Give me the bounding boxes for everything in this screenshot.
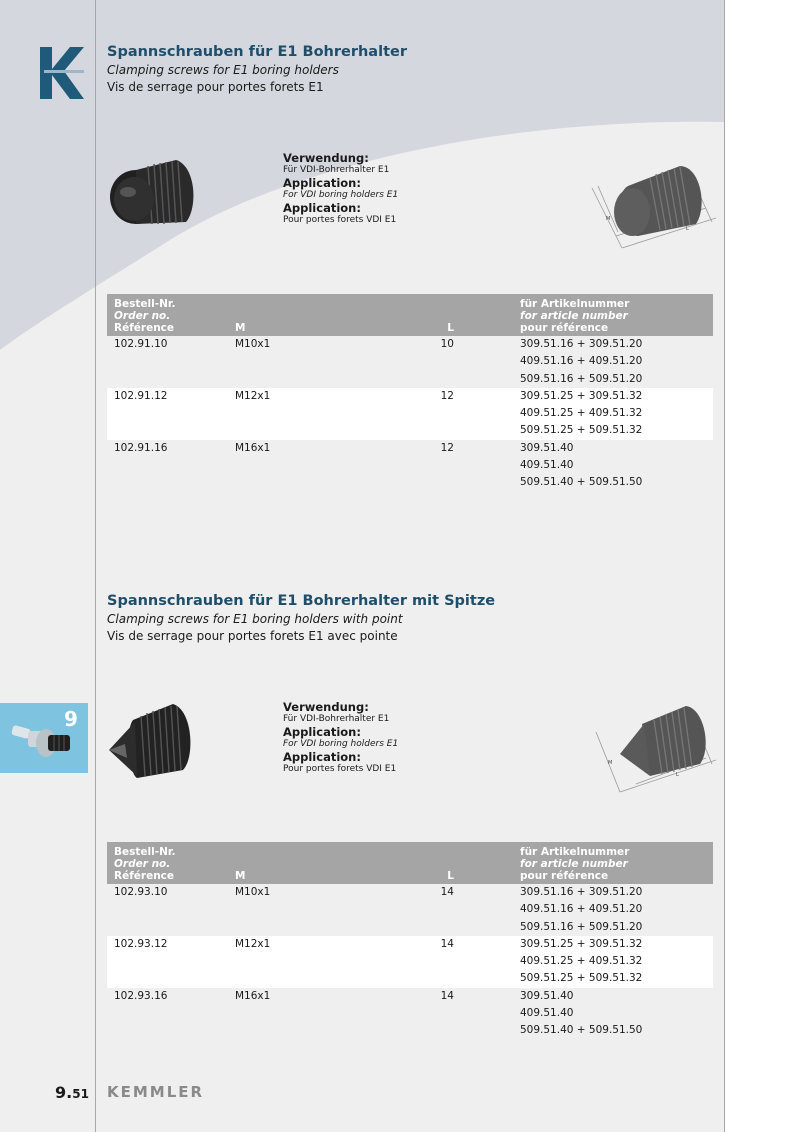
- usage-fr-heading: Application:: [283, 201, 361, 215]
- table-row: [107, 988, 713, 1005]
- section1-subtitle-fr: Vis de serrage pour portes forets E1: [107, 80, 324, 94]
- usage-en-text: For VDI boring holders E1: [283, 190, 399, 200]
- article-numbers: 509.51.16 + 509.51.20: [460, 371, 713, 388]
- usage-fr-heading: Application:: [283, 750, 361, 764]
- header-l: L: [401, 294, 460, 336]
- length: 14: [401, 988, 460, 1005]
- thread-size: M10x1: [228, 336, 401, 353]
- dimension-m-label: M: [608, 760, 613, 766]
- table-row: [107, 336, 713, 353]
- table-row: [107, 388, 713, 405]
- section1-usage: [283, 151, 398, 226]
- usage-de-heading: Verwendung:: [283, 151, 369, 165]
- table-row: [107, 919, 713, 936]
- usage-de-text: Für VDI-Bohrerhalter E1: [283, 165, 390, 175]
- header-order: Bestell-Nr. Order no. Référence: [107, 842, 228, 884]
- table-header-row: [107, 294, 713, 336]
- table-row: [107, 405, 713, 422]
- order-number: 102.93.12: [107, 936, 228, 953]
- section1-title: Spannschrauben für E1 Bohrerhalter: [107, 44, 407, 60]
- order-number: 102.93.10: [107, 884, 228, 901]
- pointed-set-screw-photo: [107, 700, 193, 784]
- article-numbers: 409.51.16 + 409.51.20: [460, 901, 713, 918]
- header-article: für Artikelnummer for article number pour référence: [460, 294, 713, 336]
- thread-size: M16x1: [228, 988, 401, 1005]
- article-numbers: 309.51.16 + 309.51.20: [460, 884, 713, 901]
- section2-title: Spannschrauben für E1 Bohrerhalter mit Spitze: [107, 593, 496, 609]
- usage-en-text: For VDI boring holders E1: [283, 739, 399, 749]
- article-numbers: 409.51.25 + 409.51.32: [460, 953, 713, 970]
- article-numbers: 309.51.16 + 309.51.20: [460, 336, 713, 353]
- header-l: L: [401, 842, 460, 884]
- order-number: 102.93.16: [107, 988, 228, 1005]
- thread-size: M10x1: [228, 884, 401, 901]
- article-numbers: 309.51.40: [460, 988, 713, 1005]
- article-numbers: 309.51.25 + 309.51.32: [460, 388, 713, 405]
- pointed-set-screw-drawing: [590, 700, 718, 800]
- article-numbers: 409.51.40: [460, 1005, 713, 1022]
- table-row: [107, 353, 713, 370]
- article-numbers: 509.51.25 + 509.51.32: [460, 422, 713, 439]
- table-row: [107, 1005, 713, 1022]
- length: 14: [401, 884, 460, 901]
- article-numbers: 409.51.16 + 409.51.20: [460, 353, 713, 370]
- article-numbers: 309.51.25 + 309.51.32: [460, 936, 713, 953]
- section1-table: [107, 294, 713, 492]
- section1-subtitle-en: Clamping screws for E1 boring holders: [107, 63, 339, 77]
- thread-size: M16x1: [228, 440, 401, 457]
- article-numbers: 509.51.40 + 509.51.50: [460, 474, 713, 491]
- chapter-number: 9: [64, 707, 78, 731]
- table-row: [107, 901, 713, 918]
- section2-usage: [283, 700, 398, 775]
- length: 12: [401, 388, 460, 405]
- article-numbers: 309.51.40: [460, 440, 713, 457]
- usage-en-heading: Application:: [283, 176, 361, 190]
- table-row: [107, 1022, 713, 1039]
- table-row: [107, 457, 713, 474]
- article-numbers: 409.51.40: [460, 457, 713, 474]
- table-row: [107, 371, 713, 388]
- brand-name: KEMMLER: [107, 1083, 205, 1101]
- page-number: 9.51: [55, 1083, 89, 1102]
- table-row: [107, 936, 713, 953]
- usage-de-heading: Verwendung:: [283, 700, 369, 714]
- length: 10: [401, 336, 460, 353]
- usage-en-heading: Application:: [283, 725, 361, 739]
- kemmler-logo: [40, 47, 84, 99]
- order-number: 102.91.10: [107, 336, 228, 353]
- set-screw-photo: [106, 152, 198, 240]
- order-number: 102.91.12: [107, 388, 228, 405]
- thread-size: M12x1: [228, 936, 401, 953]
- usage-fr-text: Pour portes forets VDI E1: [283, 764, 397, 774]
- table-row: [107, 440, 713, 457]
- section2-subtitle-fr: Vis de serrage pour portes forets E1 avec pointe: [107, 629, 398, 643]
- length: 14: [401, 936, 460, 953]
- right-divider: [724, 0, 725, 1132]
- table-row: [107, 474, 713, 491]
- left-divider: [95, 0, 96, 1132]
- order-number: 102.91.16: [107, 440, 228, 457]
- usage-fr-text: Pour portes forets VDI E1: [283, 215, 397, 225]
- table-row: [107, 422, 713, 439]
- table-header-row: [107, 842, 713, 884]
- article-numbers: 509.51.40 + 509.51.50: [460, 1022, 713, 1039]
- table-row: [107, 953, 713, 970]
- section2-subtitle-en: Clamping screws for E1 boring holders with point: [107, 612, 403, 626]
- table-row: [107, 970, 713, 987]
- article-numbers: 509.51.25 + 509.51.32: [460, 970, 713, 987]
- usage-de-text: Für VDI-Bohrerhalter E1: [283, 714, 390, 724]
- header-m: M: [228, 842, 401, 884]
- dimension-l-label: L: [686, 226, 689, 232]
- dimension-l-label: L: [676, 772, 679, 778]
- article-numbers: 509.51.16 + 509.51.20: [460, 919, 713, 936]
- section2-table: [107, 842, 713, 1040]
- set-screw-drawing: [588, 156, 716, 256]
- dimension-m-label: M: [606, 216, 611, 222]
- thread-size: M12x1: [228, 388, 401, 405]
- article-numbers: 409.51.25 + 409.51.32: [460, 405, 713, 422]
- table-row: [107, 884, 713, 901]
- header-order: Bestell-Nr. Order no. Référence: [107, 294, 228, 336]
- header-m: M: [228, 294, 401, 336]
- header-article: für Artikelnummer for article number pour référence: [460, 842, 713, 884]
- length: 12: [401, 440, 460, 457]
